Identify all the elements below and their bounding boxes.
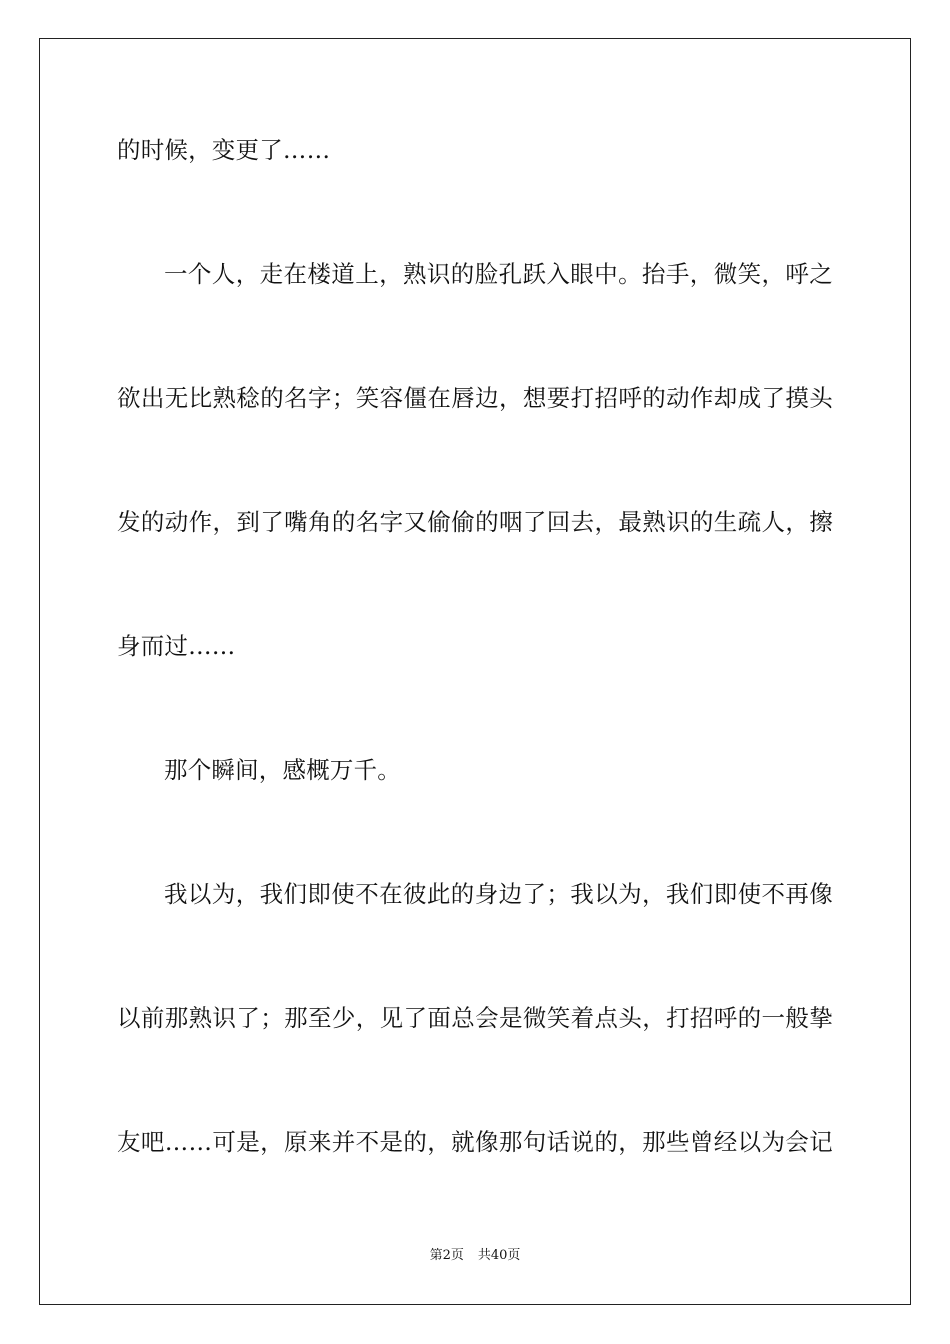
text-line-7: 我以为，我们即使不在彼此的身边了；我以为，我们即使不再像 xyxy=(164,880,833,908)
text-line-4: 发的动作，到了嘴角的名字又偷偷的咽了回去，最熟识的生疏人，擦 xyxy=(117,508,833,536)
text-line-1: 的时候，变更了…… xyxy=(117,136,331,164)
text-line-8: 以前那熟识了；那至少，见了面总会是微笑着点头，打招呼的一般挚 xyxy=(117,1004,833,1032)
text-line-6: 那个瞬间，感概万千。 xyxy=(164,756,401,784)
page-number: 第2页 xyxy=(429,1248,464,1263)
page-footer xyxy=(0,1247,950,1265)
page-frame xyxy=(39,38,911,1305)
text-line-5: 身而过…… xyxy=(117,632,236,660)
text-line-3: 欲出无比熟稔的名字；笑容僵在唇边，想要打招呼的动作却成了摸头 xyxy=(117,384,833,412)
text-line-9: 友吧……可是，原来并不是的，就像那句话说的，那些曾经以为会记 xyxy=(117,1128,833,1156)
page-total: 共40页 xyxy=(477,1248,521,1263)
text-line-2: 一个人，走在楼道上，熟识的脸孔跃入眼中。抬手，微笑，呼之 xyxy=(164,260,833,288)
